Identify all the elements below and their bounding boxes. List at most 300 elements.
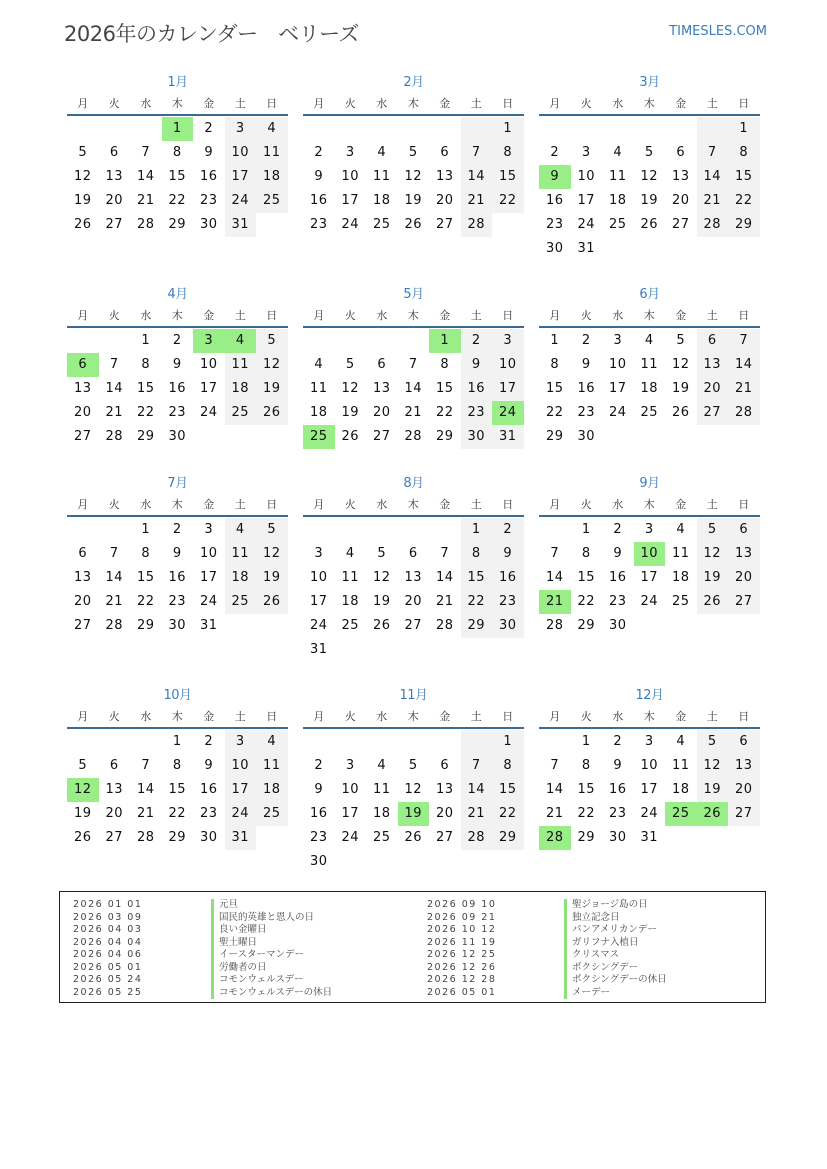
day-cell[interactable]: 19 [398,802,430,826]
day-cell[interactable]: 11 [640,357,659,372]
day-cell[interactable]: 21 [461,189,493,213]
day-cell[interactable]: 23 [309,830,328,845]
day-cell[interactable]: 5 [408,758,418,773]
day-cell[interactable]: 15 [492,778,524,802]
day-cell[interactable]: 18 [372,806,391,821]
day-cell[interactable]: 7 [141,758,151,773]
day-cell[interactable]: 9 [314,782,324,797]
day-cell[interactable]: 20 [728,778,760,802]
day-cell[interactable]: 8 [440,357,450,372]
day-cell[interactable]: 25 [256,189,288,213]
day-cell[interactable]: 29 [136,618,155,633]
day-cell[interactable]: 12 [697,754,729,778]
day-cell[interactable]: 25 [341,618,360,633]
day-cell[interactable]: 17 [199,381,218,396]
day-cell[interactable]: 14 [105,381,124,396]
day-cell[interactable]: 16 [168,570,187,585]
day-cell[interactable]: 1 [492,730,524,754]
day-cell[interactable]: 15 [545,381,564,396]
day-cell[interactable]: 27 [73,618,92,633]
day-cell[interactable]: 10 [640,758,659,773]
day-cell[interactable]: 21 [697,189,729,213]
day-cell[interactable]: 9 [581,357,591,372]
day-cell[interactable]: 6 [697,329,729,353]
day-cell[interactable]: 2 [314,145,324,160]
day-cell[interactable]: 14 [461,778,493,802]
day-cell[interactable]: 4 [613,145,623,160]
day-cell[interactable]: 11 [309,381,328,396]
day-cell[interactable]: 19 [372,594,391,609]
day-cell[interactable]: 4 [644,333,654,348]
day-cell[interactable]: 4 [377,758,387,773]
day-cell[interactable]: 12 [671,357,690,372]
day-cell[interactable]: 27 [435,217,454,232]
day-cell[interactable]: 3 [492,329,524,353]
day-cell[interactable]: 12 [640,169,659,184]
day-cell[interactable]: 29 [168,217,187,232]
day-cell[interactable]: 17 [309,594,328,609]
day-cell[interactable]: 21 [435,594,454,609]
day-cell[interactable]: 29 [435,429,454,444]
day-cell[interactable]: 27 [435,830,454,845]
day-cell[interactable]: 26 [73,217,92,232]
day-cell[interactable]: 16 [168,381,187,396]
day-cell[interactable]: 15 [136,570,155,585]
day-cell[interactable]: 29 [461,614,493,638]
day-cell[interactable]: 30 [492,614,524,638]
day-cell[interactable]: 6 [440,758,450,773]
day-cell[interactable]: 25 [671,594,690,609]
day-cell[interactable]: 28 [404,429,423,444]
day-cell[interactable]: 11 [256,141,288,165]
day-cell[interactable]: 24 [640,806,659,821]
day-cell[interactable]: 20 [372,405,391,420]
day-cell[interactable]: 26 [256,590,288,614]
day-cell[interactable]: 30 [199,217,218,232]
day-cell[interactable]: 12 [67,778,99,802]
day-cell[interactable]: 10 [492,353,524,377]
day-cell[interactable]: 6 [728,518,760,542]
day-cell[interactable]: 15 [728,165,760,189]
day-cell[interactable]: 2 [613,522,623,537]
day-cell[interactable]: 19 [256,566,288,590]
day-cell[interactable]: 2 [613,734,623,749]
day-cell[interactable]: 17 [199,570,218,585]
day-cell[interactable]: 7 [109,546,119,561]
day-cell[interactable]: 8 [141,357,151,372]
day-cell[interactable]: 7 [408,357,418,372]
day-cell[interactable]: 17 [577,193,596,208]
day-cell[interactable]: 30 [577,429,596,444]
day-cell[interactable]: 22 [545,405,564,420]
day-cell[interactable]: 5 [408,145,418,160]
day-cell[interactable]: 19 [73,806,92,821]
day-cell[interactable]: 11 [256,754,288,778]
day-cell[interactable]: 26 [640,217,659,232]
day-cell[interactable]: 4 [225,518,257,542]
day-cell[interactable]: 24 [341,830,360,845]
day-cell[interactable]: 12 [73,169,92,184]
day-cell[interactable]: 25 [665,802,697,826]
day-cell[interactable]: 22 [435,405,454,420]
day-cell[interactable]: 13 [404,570,423,585]
day-cell[interactable]: 17 [640,782,659,797]
day-cell[interactable]: 4 [676,522,686,537]
day-cell[interactable]: 2 [581,333,591,348]
day-cell[interactable]: 5 [676,333,686,348]
day-cell[interactable]: 16 [309,806,328,821]
day-cell[interactable]: 14 [545,782,564,797]
day-cell[interactable]: 12 [404,782,423,797]
day-cell[interactable]: 15 [577,570,596,585]
day-cell[interactable]: 16 [199,169,218,184]
day-cell[interactable]: 26 [404,830,423,845]
day-cell[interactable]: 28 [105,429,124,444]
day-cell[interactable]: 24 [199,405,218,420]
day-cell[interactable]: 23 [168,594,187,609]
day-cell[interactable]: 4 [256,117,288,141]
day-cell[interactable]: 17 [225,778,257,802]
day-cell[interactable]: 3 [204,522,214,537]
day-cell[interactable]: 10 [634,542,666,566]
day-cell[interactable]: 28 [728,401,760,425]
day-cell[interactable]: 11 [671,758,690,773]
day-cell[interactable]: 1 [461,518,493,542]
day-cell[interactable]: 4 [225,329,257,353]
day-cell[interactable]: 6 [676,145,686,160]
day-cell[interactable]: 4 [256,730,288,754]
day-cell[interactable]: 11 [225,353,257,377]
day-cell[interactable]: 23 [608,594,627,609]
day-cell[interactable]: 31 [577,241,596,256]
day-cell[interactable]: 24 [309,618,328,633]
day-cell[interactable]: 13 [73,570,92,585]
day-cell[interactable]: 22 [492,189,524,213]
day-cell[interactable]: 27 [671,217,690,232]
day-cell[interactable]: 7 [697,141,729,165]
day-cell[interactable]: 13 [435,782,454,797]
day-cell[interactable]: 19 [671,381,690,396]
day-cell[interactable]: 27 [728,590,760,614]
day-cell[interactable]: 7 [550,758,560,773]
day-cell[interactable]: 18 [309,405,328,420]
day-cell[interactable]: 30 [199,830,218,845]
day-cell[interactable]: 14 [697,165,729,189]
day-cell[interactable]: 13 [372,381,391,396]
day-cell[interactable]: 25 [303,425,335,449]
day-cell[interactable]: 28 [136,830,155,845]
day-cell[interactable]: 4 [345,546,355,561]
day-cell[interactable]: 28 [545,618,564,633]
day-cell[interactable]: 25 [608,217,627,232]
day-cell[interactable]: 1 [550,333,560,348]
day-cell[interactable]: 18 [608,193,627,208]
day-cell[interactable]: 5 [697,730,729,754]
day-cell[interactable]: 8 [492,141,524,165]
day-cell[interactable]: 13 [728,542,760,566]
day-cell[interactable]: 25 [372,217,391,232]
day-cell[interactable]: 25 [256,802,288,826]
day-cell[interactable]: 15 [435,381,454,396]
day-cell[interactable]: 17 [225,165,257,189]
day-cell[interactable]: 4 [377,145,387,160]
day-cell[interactable]: 3 [345,145,355,160]
day-cell[interactable]: 13 [728,754,760,778]
day-cell[interactable]: 1 [581,522,591,537]
day-cell[interactable]: 1 [492,117,524,141]
day-cell[interactable]: 12 [256,353,288,377]
day-cell[interactable]: 6 [78,546,88,561]
day-cell[interactable]: 30 [545,241,564,256]
day-cell[interactable]: 22 [136,594,155,609]
day-cell[interactable]: 17 [341,193,360,208]
day-cell[interactable]: 13 [671,169,690,184]
day-cell[interactable]: 5 [345,357,355,372]
day-cell[interactable]: 20 [404,594,423,609]
day-cell[interactable]: 23 [461,401,493,425]
day-cell[interactable]: 23 [608,806,627,821]
day-cell[interactable]: 24 [341,217,360,232]
day-cell[interactable]: 9 [204,758,214,773]
day-cell[interactable]: 8 [581,758,591,773]
day-cell[interactable]: 29 [577,830,596,845]
day-cell[interactable]: 8 [728,141,760,165]
day-cell[interactable]: 8 [172,145,182,160]
day-cell[interactable]: 17 [341,806,360,821]
day-cell[interactable]: 19 [73,193,92,208]
day-cell[interactable]: 3 [581,145,591,160]
day-cell[interactable]: 10 [577,169,596,184]
day-cell[interactable]: 9 [492,542,524,566]
day-cell[interactable]: 5 [256,518,288,542]
day-cell[interactable]: 18 [341,594,360,609]
day-cell[interactable]: 19 [697,778,729,802]
day-cell[interactable]: 6 [440,145,450,160]
day-cell[interactable]: 25 [372,830,391,845]
day-cell[interactable]: 25 [640,405,659,420]
day-cell[interactable]: 18 [372,193,391,208]
day-cell[interactable]: 14 [435,570,454,585]
day-cell[interactable]: 20 [73,594,92,609]
day-cell[interactable]: 24 [225,189,257,213]
day-cell[interactable]: 9 [172,546,182,561]
day-cell[interactable]: 23 [309,217,328,232]
day-cell[interactable]: 30 [608,618,627,633]
day-cell[interactable]: 16 [608,570,627,585]
day-cell[interactable]: 31 [199,618,218,633]
day-cell[interactable]: 21 [539,590,571,614]
day-cell[interactable]: 7 [109,357,119,372]
day-cell[interactable]: 9 [204,145,214,160]
day-cell[interactable]: 19 [341,405,360,420]
day-cell[interactable]: 12 [256,542,288,566]
day-cell[interactable]: 11 [372,782,391,797]
day-cell[interactable]: 14 [461,165,493,189]
day-cell[interactable]: 20 [435,193,454,208]
day-cell[interactable]: 16 [545,193,564,208]
day-cell[interactable]: 10 [309,570,328,585]
day-cell[interactable]: 10 [341,782,360,797]
day-cell[interactable]: 19 [404,193,423,208]
day-cell[interactable]: 14 [728,353,760,377]
site-brand-link[interactable]: TIMESLES.COM [669,24,767,39]
day-cell[interactable]: 22 [168,193,187,208]
day-cell[interactable]: 3 [345,758,355,773]
day-cell[interactable]: 7 [461,141,493,165]
day-cell[interactable]: 24 [608,405,627,420]
day-cell[interactable]: 30 [608,830,627,845]
day-cell[interactable]: 12 [697,542,729,566]
day-cell[interactable]: 27 [372,429,391,444]
day-cell[interactable]: 15 [168,169,187,184]
day-cell[interactable]: 29 [545,429,564,444]
day-cell[interactable]: 10 [199,546,218,561]
day-cell[interactable]: 31 [225,826,257,850]
day-cell[interactable]: 11 [341,570,360,585]
day-cell[interactable]: 23 [577,405,596,420]
day-cell[interactable]: 4 [314,357,324,372]
day-cell[interactable]: 8 [141,546,151,561]
day-cell[interactable]: 6 [109,758,119,773]
day-cell[interactable]: 1 [429,329,461,353]
day-cell[interactable]: 31 [640,830,659,845]
day-cell[interactable]: 2 [314,758,324,773]
day-cell[interactable]: 6 [408,546,418,561]
day-cell[interactable]: 28 [461,826,493,850]
day-cell[interactable]: 22 [577,594,596,609]
day-cell[interactable]: 23 [545,217,564,232]
day-cell[interactable]: 13 [105,782,124,797]
day-cell[interactable]: 21 [545,806,564,821]
day-cell[interactable]: 16 [461,377,493,401]
day-cell[interactable]: 1 [728,117,760,141]
day-cell[interactable]: 26 [697,802,729,826]
day-cell[interactable]: 6 [728,730,760,754]
day-cell[interactable]: 7 [728,329,760,353]
day-cell[interactable]: 27 [404,618,423,633]
day-cell[interactable]: 19 [640,193,659,208]
day-cell[interactable]: 30 [168,429,187,444]
day-cell[interactable]: 22 [577,806,596,821]
day-cell[interactable]: 26 [404,217,423,232]
day-cell[interactable]: 30 [309,854,328,869]
day-cell[interactable]: 20 [73,405,92,420]
day-cell[interactable]: 10 [225,141,257,165]
day-cell[interactable]: 27 [73,429,92,444]
day-cell[interactable]: 29 [492,826,524,850]
day-cell[interactable]: 13 [697,353,729,377]
day-cell[interactable]: 1 [581,734,591,749]
day-cell[interactable]: 18 [225,377,257,401]
day-cell[interactable]: 22 [136,405,155,420]
day-cell[interactable]: 9 [172,357,182,372]
day-cell[interactable]: 24 [640,594,659,609]
day-cell[interactable]: 5 [78,758,88,773]
day-cell[interactable]: 9 [539,165,571,189]
day-cell[interactable]: 10 [225,754,257,778]
day-cell[interactable]: 3 [193,329,225,353]
day-cell[interactable]: 18 [256,778,288,802]
day-cell[interactable]: 7 [141,145,151,160]
day-cell[interactable]: 9 [613,546,623,561]
day-cell[interactable]: 29 [577,618,596,633]
day-cell[interactable]: 13 [105,169,124,184]
day-cell[interactable]: 7 [461,754,493,778]
day-cell[interactable]: 25 [225,590,257,614]
day-cell[interactable]: 15 [492,165,524,189]
day-cell[interactable]: 18 [256,165,288,189]
day-cell[interactable]: 25 [225,401,257,425]
day-cell[interactable]: 29 [136,429,155,444]
day-cell[interactable]: 17 [492,377,524,401]
day-cell[interactable]: 26 [697,590,729,614]
day-cell[interactable]: 5 [697,518,729,542]
day-cell[interactable]: 26 [73,830,92,845]
day-cell[interactable]: 21 [105,405,124,420]
day-cell[interactable]: 27 [105,830,124,845]
day-cell[interactable]: 21 [136,193,155,208]
day-cell[interactable]: 1 [141,333,151,348]
day-cell[interactable]: 16 [199,782,218,797]
day-cell[interactable]: 19 [256,377,288,401]
day-cell[interactable]: 31 [225,213,257,237]
day-cell[interactable]: 29 [728,213,760,237]
day-cell[interactable]: 10 [199,357,218,372]
day-cell[interactable]: 3 [613,333,623,348]
day-cell[interactable]: 1 [162,117,194,141]
day-cell[interactable]: 27 [697,401,729,425]
day-cell[interactable]: 5 [377,546,387,561]
day-cell[interactable]: 22 [168,806,187,821]
day-cell[interactable]: 8 [581,546,591,561]
day-cell[interactable]: 14 [404,381,423,396]
day-cell[interactable]: 31 [492,425,524,449]
day-cell[interactable]: 23 [199,806,218,821]
day-cell[interactable]: 18 [671,782,690,797]
day-cell[interactable]: 22 [492,802,524,826]
day-cell[interactable]: 13 [435,169,454,184]
day-cell[interactable]: 19 [697,566,729,590]
day-cell[interactable]: 18 [640,381,659,396]
day-cell[interactable]: 9 [613,758,623,773]
day-cell[interactable]: 2 [172,333,182,348]
day-cell[interactable]: 5 [78,145,88,160]
day-cell[interactable]: 21 [728,377,760,401]
day-cell[interactable]: 21 [105,594,124,609]
day-cell[interactable]: 31 [309,642,328,657]
day-cell[interactable]: 2 [550,145,560,160]
day-cell[interactable]: 11 [372,169,391,184]
day-cell[interactable]: 16 [608,782,627,797]
day-cell[interactable]: 26 [372,618,391,633]
day-cell[interactable]: 24 [225,802,257,826]
day-cell[interactable]: 20 [697,377,729,401]
day-cell[interactable]: 17 [608,381,627,396]
day-cell[interactable]: 11 [608,169,627,184]
day-cell[interactable]: 7 [440,546,450,561]
day-cell[interactable]: 20 [105,193,124,208]
day-cell[interactable]: 18 [671,570,690,585]
day-cell[interactable]: 6 [109,145,119,160]
day-cell[interactable]: 3 [644,522,654,537]
day-cell[interactable]: 23 [199,193,218,208]
day-cell[interactable]: 15 [577,782,596,797]
day-cell[interactable]: 21 [461,802,493,826]
day-cell[interactable]: 28 [461,213,493,237]
day-cell[interactable]: 21 [404,405,423,420]
day-cell[interactable]: 14 [136,782,155,797]
day-cell[interactable]: 27 [728,802,760,826]
